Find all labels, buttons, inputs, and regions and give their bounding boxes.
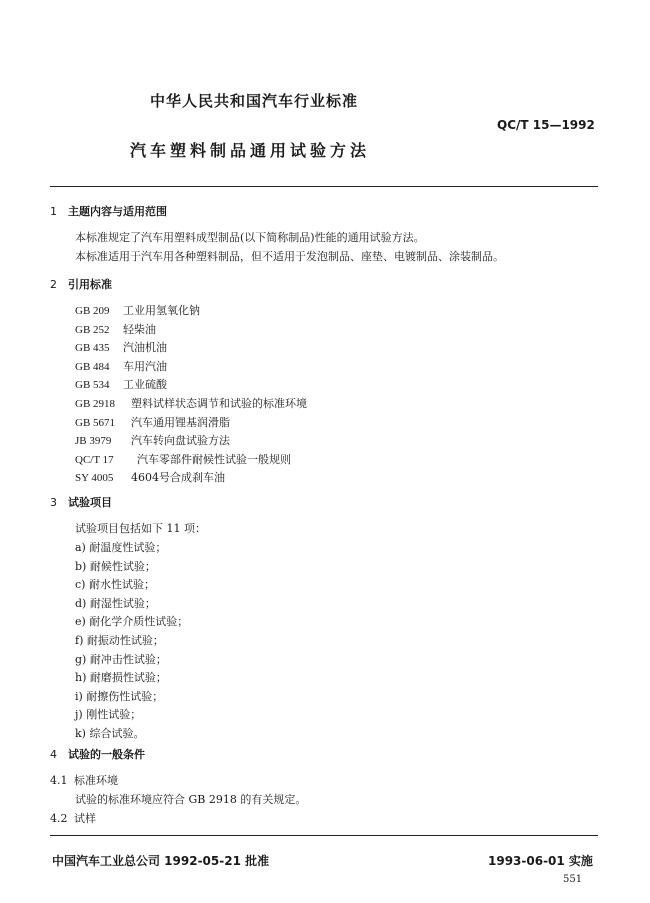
list-item: c) 耐水性试验；: [75, 578, 155, 592]
header-divider: [50, 186, 598, 187]
section-3-intro: 试验项目包括如下 11 项：: [75, 522, 206, 535]
ref-name: 轻柴油: [123, 322, 156, 336]
list-item: [75, 376, 307, 395]
referenced-standards-list: [75, 302, 307, 488]
section-title: 试验项目: [68, 496, 112, 509]
section-1-paragraph-1: 本标准规定了汽车用塑料成型制品(以下简称制品)性能的通用试验方法。: [75, 231, 425, 244]
list-item: [75, 469, 307, 488]
ref-name: 4604号合成刹车油: [131, 471, 225, 485]
list-item: i) 耐擦伤性试验；: [75, 689, 164, 703]
list-item: a) 耐温度性试验；: [75, 541, 167, 554]
ref-code: GB 484: [75, 360, 110, 373]
ref-code: GB 435: [75, 342, 110, 355]
section-1-heading: [50, 203, 167, 219]
list-item: [75, 451, 307, 470]
ref-code: QC/T 17: [75, 453, 114, 466]
ref-name: 工业硫酸: [123, 378, 167, 392]
subsection-4-1-heading: [50, 772, 118, 788]
list-item: [75, 432, 307, 451]
ref-code: SY 4005: [75, 472, 114, 485]
section-title: 试验的一般条件: [68, 748, 145, 761]
ref-code: GB 2918: [75, 397, 116, 410]
list-item: h) 耐磨损性试验；: [75, 671, 167, 685]
subsection-title: 试样: [74, 812, 96, 825]
subsection-4-2-heading: [50, 810, 96, 826]
subsection-number: 4.1: [50, 774, 68, 787]
list-item: g) 耐冲击性试验；: [75, 652, 167, 666]
ref-name: 汽油机油: [123, 341, 167, 355]
list-item: [75, 339, 307, 358]
section-number: 1: [50, 205, 57, 218]
ref-code: GB 5671: [75, 416, 116, 429]
ref-code: GB 209: [75, 305, 110, 317]
ref-name: 汽车通用锂基润滑脂: [131, 415, 230, 429]
document-title: 汽车塑料制品通用试验方法: [130, 141, 371, 160]
subsection-title: 标准环境: [74, 774, 118, 787]
test-items-list: [75, 539, 188, 744]
standard-code: QC/T 15—1992: [497, 118, 595, 132]
list-item: [75, 358, 307, 377]
section-title: 引用标准: [68, 278, 112, 291]
page-number: 551: [563, 874, 583, 885]
footer-divider: [50, 835, 598, 836]
section-number: 3: [50, 496, 57, 509]
list-item: b) 耐候性试验；: [75, 559, 156, 573]
list-item: [75, 302, 307, 321]
list-item: [75, 414, 307, 433]
list-item: d) 耐湿性试验；: [75, 596, 156, 610]
section-number: 4: [50, 748, 57, 761]
ref-name: 汽车转向盘试验方法: [131, 434, 230, 448]
list-item: e) 耐化学介质性试验；: [75, 615, 189, 629]
list-item: [75, 321, 307, 340]
ref-name: 工业用氢氧化钠: [123, 304, 200, 317]
section-number: 2: [50, 278, 57, 291]
ref-name: 汽车零部件耐候性试验一般规则: [137, 452, 291, 466]
list-item: k) 综合试验。: [75, 726, 145, 740]
list-item: [75, 395, 307, 414]
ref-code: GB 534: [75, 379, 110, 392]
section-title: 主题内容与适用范围: [68, 205, 167, 218]
ref-name: 车用汽油: [123, 359, 167, 373]
section-3-heading: [50, 494, 112, 510]
ref-code: GB 252: [75, 323, 110, 336]
list-item: j) 刚性试验；: [75, 708, 142, 722]
effective-date: 1993-06-01 实施: [488, 854, 593, 868]
ref-name: 塑料试样状态调节和试验的标准环境: [131, 396, 307, 410]
subsection-4-1-text: 试验的标准环境应符合 GB 2918 的有关规定。: [75, 793, 307, 806]
section-4-heading: [50, 746, 145, 762]
ref-code: JB 3979: [75, 435, 112, 448]
subsection-number: 4.2: [50, 812, 68, 825]
section-2-heading: [50, 276, 112, 292]
list-item: f) 耐振动性试验；: [75, 633, 164, 647]
approval-line: 中国汽车工业总公司 1992-05-21 批准: [52, 854, 270, 868]
section-1-paragraph-2: 本标准适用于汽车用各种塑料制品，但不适用于发泡制品、座垫、电镀制品、涂装制品。: [75, 250, 504, 263]
standard-category-title: 中华人民共和国汽车行业标准: [150, 92, 359, 110]
